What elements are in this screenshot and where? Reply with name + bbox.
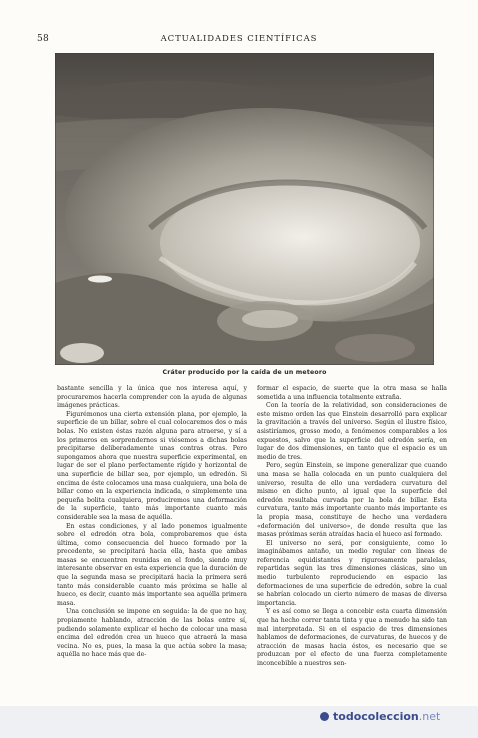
text-column-left [57,385,247,660]
paragraph: Figurémonos una cierta extensión plana, por ejemplo, la superficie de un billar, sobre el cual colocaremos dos o más bolas. No existen éstas razón alguna para atraerse, y sí a los primeros en sorprendernos si viésemos a dichas bolas precipitarse deliberadamente unas contras otras. Pero supongamos ahora que nuestra superficie experimental, en lugar de ser el plano perfectamente rígido y horizontal de una superficie de billar sea, por ejemplo, un edredón. Si encima de éste colocamos una masa cualquiera, una bola de billar como en la experiencia indicada, o simplemente una pequeña bolita cualquiera, produciremos una deformación de la superficie, tanto más importante cuanto más considerable sea la masa de aquélla. [57,410,247,521]
text-column-right [257,385,447,669]
watermark-brand: todocoleccion [333,710,419,723]
paragraph: El universo no será, por consiguiente, como lo imaginábamos antaño, un medio regular con líneas de referencia equidistantes y rigurosamente paralelas, repartidas según las tres dimensiones clásicas, sino un medio turbulento reproduciendo en espacio las deformaciones de una superficie de edredón, sobre la cual se habrían colocado un cierto número de masas de diversa importancia. [257,539,447,607]
paragraph: formar el espacio, de suerte que la otra masa se halla sometida a una influencia totalmente extraña. [257,385,447,401]
paragraph: Y es así como se llega a concebir esta cuarta dimensión que ha hecho correr tanta tinta y que a menudo ha sido tan mal interpretada. Si en el espacio de tres dimensiones hablamos de deformaciones, de curvaturas, de huecos y de atracción de masas hacia éstos, es necesario que se produzcan por el efecto de una fuerza completamente inconcebible a nuestros sen- [257,608,447,667]
page-number: 58 [37,34,50,44]
figure-caption: Cráter producido por la caída de un meteoro [162,369,327,376]
paragraph: En estas condiciones, y al lado ponemos igualmente sobre el edredón otra bola, comprobaremos que ésta última, como consecuencia del hueco formado por la precedente, se precipitará hacia ella, hasta que ambas masas se encuentren reunidas en el fondo, siendo muy interesante observar en esta experiencia que la duración de que la segunda masa se precipitará hacia la primera será tanto más considerable cuanto más próxima se halle al hueco, es decir, cuanto más importante sea aquélla primera masa. [57,522,247,607]
watermark [320,710,440,723]
running-title: ACTUALIDADES CIENTÍFICAS [160,34,318,44]
paragraph: bastante sencilla y la única que nos interesa aquí, y procuraremos hacerla comprender con la ayuda de algunas imágenes prácticas. [57,385,247,410]
watermark-suffix: .net [418,710,441,723]
watermark-logo-icon [320,712,329,721]
paragraph: Con la teoría de la relatividad, son consideraciones de este mismo orden las que Einstein desarrolló para explicar la gravitación a través del universo. Según el ilustre físico, asistiríamos, grosso modo, a fenómenos comparables a los expuestos, salvo que la superficie del edredón sería, en lugar de dos dimensiones, en tanto que el espacio es un medio de tres. [257,402,447,461]
paragraph: Una conclusión se impone en seguida: la de que no hay, propiamente hablando, atracción de las bolas entre sí, pudiendo solamente explicar el hecho de colocar una masa encima del edredón crea un hueco que atraerá la masa vecina. No es, pues, la masa la que actúa sobre la masa; aquélla no hace más que de- [57,608,247,659]
paragraph: Pero, según Einstein, se impone generalizar que cuando una masa se halla colocada en un punto cualquiera del universo, resulta de ello una verdadera curvatura del mismo en dicho punto, al igual que la superficie del edredón resultaba curvada por la bola de billar. Esta curvatura, tanto más importante cuanto más importante es la propia masa, constituye de hecho una verdadera «deformación del universo», de donde resulta que las masas próximas serán atraídas hacia el hueco así formado. [257,462,447,539]
crater-photo [55,53,434,365]
